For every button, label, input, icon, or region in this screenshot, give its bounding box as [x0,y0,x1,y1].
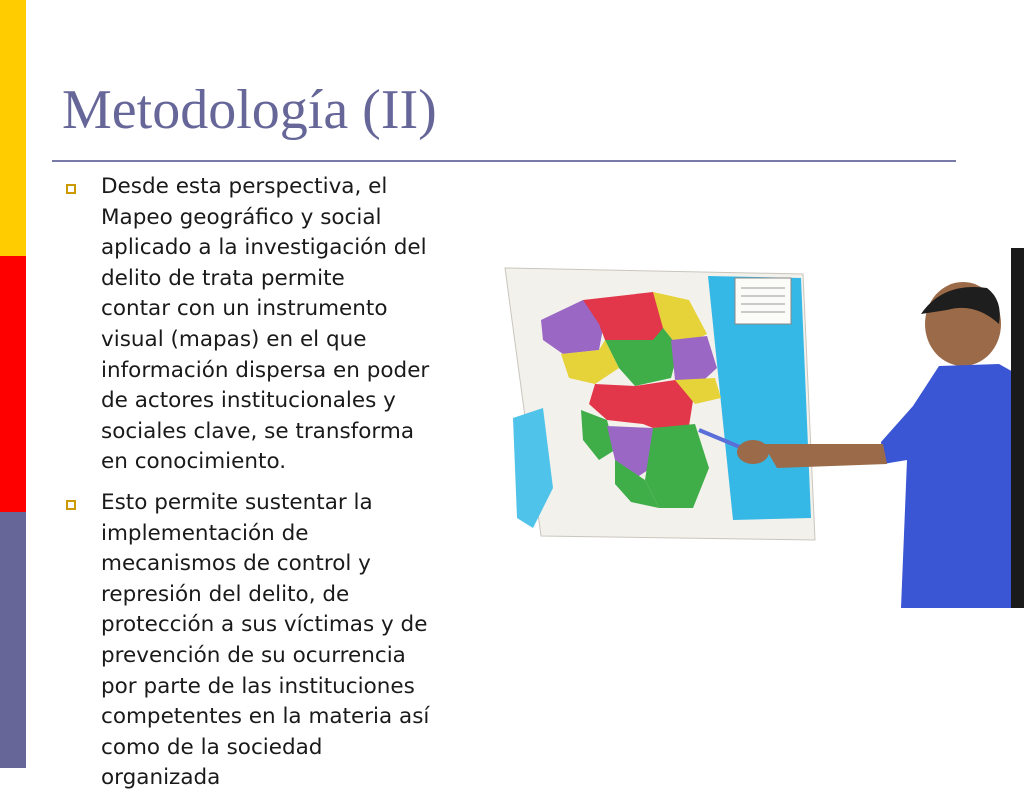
sidebar-yellow-segment [0,0,26,256]
title-underline [52,160,956,162]
bullet-list [62,172,502,804]
officer-hand [737,440,769,464]
bullet-item-2 [62,488,502,794]
bullet-text: Desde esta perspectiva, el Mapeo geográfico y social aplicado a la investigación del delito de trata permite contar con un instrumento visual (mapas) en el que información dispersa en poder de actores institucionales y sociales clave, se transforma en conocimiento. [101,174,430,475]
sidebar-red-segment [0,256,26,512]
officer-arm [763,444,887,468]
officer-shirt [881,364,1024,608]
bullet-item-1 [62,172,502,478]
map-legend [735,278,791,324]
slide-title: Metodología (II) [62,79,437,141]
bullet-text: Esto permite sustentar la implementación de mecanismos de control y represión del delito, de protección a sus víctimas y de prevención de su ocurrencia por parte de las instituciones competentes en la materia así como de la sociedad organizada [101,489,430,791]
sidebar-blue-segment [0,512,26,768]
bullet-square-icon [66,184,76,194]
bullet-square-icon [66,500,76,510]
photo-right-edge [1011,248,1024,608]
officer-map-photo [503,228,1024,608]
